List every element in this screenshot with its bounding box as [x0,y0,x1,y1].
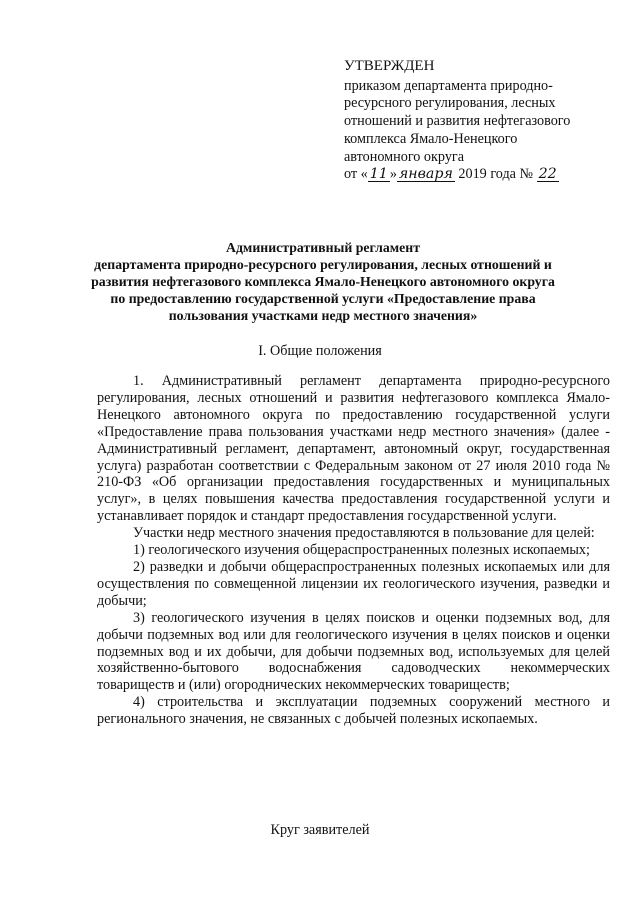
title-line: развития нефтегазового комплекса Ямало-Ненецкого автономного округа [91,273,555,289]
title-line: по предоставлению государственной услуги «Предоставление права [110,290,536,306]
approval-line: отношений и развития нефтегазового [344,113,571,130]
approval-block [344,58,629,184]
document-title [88,240,558,325]
section-heading: I. Общие положения [258,343,382,359]
paragraph: Участки недр местного значения предоставляются в пользование для целей: [133,525,595,542]
approval-stamp: УТВЕРЖДЕН [344,58,435,74]
handwritten-day: 11 [369,166,388,183]
title-line: Административный регламент [225,240,421,255]
paragraph: 1. Административный регламент департамента природно-ресурсного регулирования, лесных отношений и развития нефтегазового комплекса Ямало-Ненецкого автономного округа по предоставлению государственной услуги «Предоставление права пользования участками недр местного значения» (далее - Административный регламент, департамент, автономный округ, государственная услуга) разработан соответствии с Федеральным законом от 27 июля 2010 года № 210-ФЗ «Об организации предоставления государственных и муниципальных услуг», в целях повышения качества предоставления государственной услуги и устанавливает порядок и стандарт предоставления государственной услуги. [97,373,610,525]
date-suffix: 2019 года № [454,166,537,183]
approval-line: автономного округа [344,148,465,165]
title-line: департамента природно-ресурсного регулирования, лесных отношений и [94,256,552,272]
list-item: 2) разведки и добычи общераспространенных полезных ископаемых или для осуществления по совмещенной лицензии их геологического изучения, разведки и добычи; [97,558,610,609]
date-mid: » [389,166,397,183]
list-item: 1) геологического изучения общераспространенных полезных ископаемых; [133,542,590,559]
list-item: 4) строительства и эксплуатации подземных сооружений местного и регионального значения, не связанных с добычей полезных ископаемых. [97,694,610,728]
subsection-heading: Круг заявителей [270,822,370,838]
approval-line: ресурсного регулирования, лесных [344,95,556,112]
handwritten-month: января [398,166,453,183]
approval-date-line [344,166,629,184]
approval-line: приказом департамента природно- [344,77,553,94]
list-item: 3) геологического изучения в целях поисков и оценки подземных вод, для добычи подземных вод или для геологического изучения в целях поисков и оценки подземных вод и их добычи, для добычи подземных вод, используемых для целей хозяйственно-бытового водоснабжения садоводческих некоммерческих товариществ и (или) огороднических некоммерческих товариществ; [97,609,610,694]
document-body [97,373,610,728]
approval-line: комплекса Ямало-Ненецкого [344,130,518,147]
handwritten-number: 22 [538,166,557,183]
title-line: пользования участками недр местного значения» [168,307,478,323]
date-prefix: от « [344,166,368,183]
